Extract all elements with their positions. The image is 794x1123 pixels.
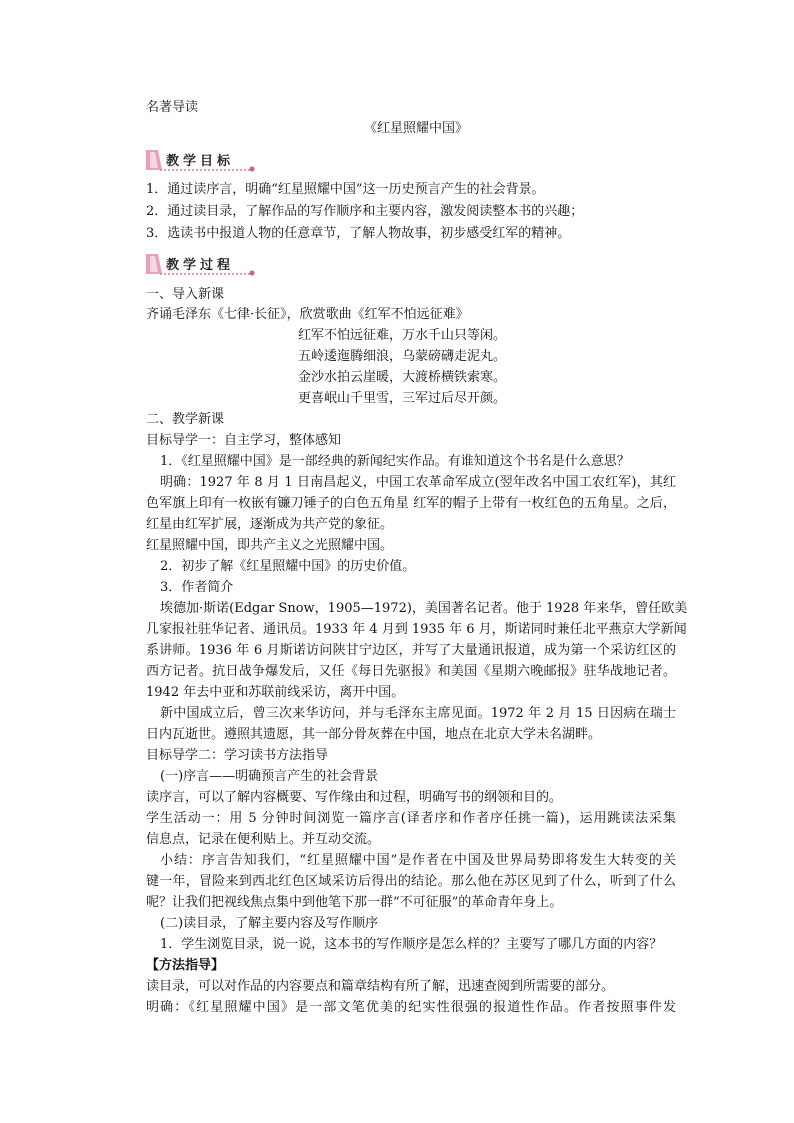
- paragraph-line: 小结：序言告知我们，“红星照耀中国”是作者在中国及世界局势即将发生大转变的关: [160, 853, 676, 868]
- paragraph-line: 色军旗上印有一枚嵌有镰刀锤子的白色五角星 红军的帽子上带有一枚红色的五角星。之后，: [146, 496, 676, 511]
- page-title: 《红星照耀中国》: [364, 121, 469, 136]
- paragraph-line: 红星照耀中国，即共产主义之光照耀中国。: [146, 538, 394, 553]
- section-heading: 二、教学新课: [146, 412, 225, 427]
- paragraph-line: 呢？让我们把视线焦点集中到他笔下那一群“不可征服”的革命青年身上。: [146, 895, 563, 910]
- paragraph-line: 读目录，可以对作品的内容要点和篇章结构有所了解，迅速查阅到所需要的部分。: [146, 979, 615, 994]
- paragraph-line: 齐诵毛泽东《七律·长征》，欣赏歌曲《红军不怕远征难》: [146, 307, 469, 322]
- poem-line: 五岭逶迤腾细浪，乌蒙磅礴走泥丸。: [298, 349, 507, 364]
- paragraph-line: 1942 年去中亚和苏联前线采访，离开中国。: [146, 685, 405, 700]
- paragraph-line: 3．作者简介: [160, 580, 234, 595]
- goals-heading: 教学目标: [166, 154, 235, 169]
- paragraph-line: 新中国成立后，曾三次来华访问，并与毛泽东主席见面。1972 年 2 月 15 日因病在瑞士: [160, 706, 676, 721]
- poem-line: 金沙水拍云崖暖，大渡桥横铁索寒。: [298, 370, 507, 385]
- subheading: (一)序言——明确预言产生的社会背景: [160, 769, 379, 784]
- paragraph-line: 几家报社驻华记者、通讯员。1933 年 4 月到 1935 年 6 月，斯诺同时兼任北平燕京大学新闻: [146, 622, 687, 637]
- subheading: 目标导学一：自主学习，整体感知: [146, 433, 342, 448]
- paragraph-line: 明确：1927 年 8 月 1 日南昌起义，中国工农革命军成立(翌年改名中国工农红军)，其红: [160, 475, 676, 490]
- poem-line: 更喜岷山千里雪，三军过后尽开颜。: [298, 391, 507, 406]
- goal-item: 2．通过读目录，了解作品的写作顺序和主要内容，激发阅读整本书的兴趣；: [146, 204, 584, 219]
- paragraph-line: 1．学生浏览目录，说一说，这本书的写作顺序是怎么样的？主要写了哪几方面的内容？: [160, 937, 663, 952]
- subheading: (二)读目录，了解主要内容及写作顺序: [160, 916, 379, 931]
- paragraph-line: 学生活动一：用 5 分钟时间浏览一篇序言(译者序和作者序任挑一篇)，运用跳读法采集: [146, 811, 676, 826]
- paragraph-line: 日内瓦逝世。遵照其遗愿，其一部分骨灰葬在中国，地点在北京大学未名湖畔。: [146, 727, 602, 742]
- paragraph-line: 系讲师。1936 年 6 月斯诺访问陕甘宁边区，并写了大量通讯报道，成为第一个采访红区的: [146, 643, 676, 658]
- category-label: 名著导读: [146, 100, 199, 115]
- process-heading-banner: [146, 252, 258, 276]
- process-heading: 教学过程: [166, 258, 235, 273]
- paragraph-line: 红星由红军扩展，逐渐成为共产党的象征。: [146, 517, 394, 532]
- paragraph-line: 西方记者。抗日战争爆发后，又任《每日先驱报》和美国《星期六晚邮报》驻华战地记者。: [146, 664, 676, 679]
- paragraph-line: 埃德加·斯诺(Edgar Snow，1905—1972)，美国著名记者。他于 1928 年来华，曾任欧美: [160, 601, 688, 616]
- goal-item: 1．通过读序言，明确“红星照耀中国”这一历史预言产生的社会背景。: [146, 182, 545, 197]
- method-label: 【方法指导】: [146, 958, 225, 973]
- subheading: 目标导学二：学习读书方法指导: [146, 748, 329, 763]
- paragraph-line: 1．《红星照耀中国》是一部经典的新闻纪实作品。有谁知道这个书名是什么意思？: [160, 454, 630, 469]
- paragraph-line: 2．初步了解《红星照耀中国》的历史价值。: [160, 559, 416, 574]
- goal-item: 3．选读书中报道人物的任意章节，了解人物故事，初步感受红军的精神。: [146, 226, 571, 241]
- section-heading: 一、导入新课: [146, 287, 225, 302]
- poem-line: 红军不怕远征难，万水千山只等闲。: [298, 328, 507, 343]
- paragraph-line: 读序言，可以了解内容概要、写作缘由和过程，明确写书的纲领和目的。: [146, 790, 563, 805]
- goals-heading-banner: [146, 148, 258, 172]
- paragraph-line: 键一年，冒险来到西北红色区域采访后得出的结论。那么他在苏区见到了什么，听到了什么: [146, 874, 676, 889]
- paragraph-line: 明确：《红星照耀中国》是一部文笔优美的纪实性很强的报道性作品。作者按照事件发: [146, 1000, 676, 1015]
- paragraph-line: 信息点，记录在便利贴上。并互动交流。: [146, 832, 381, 847]
